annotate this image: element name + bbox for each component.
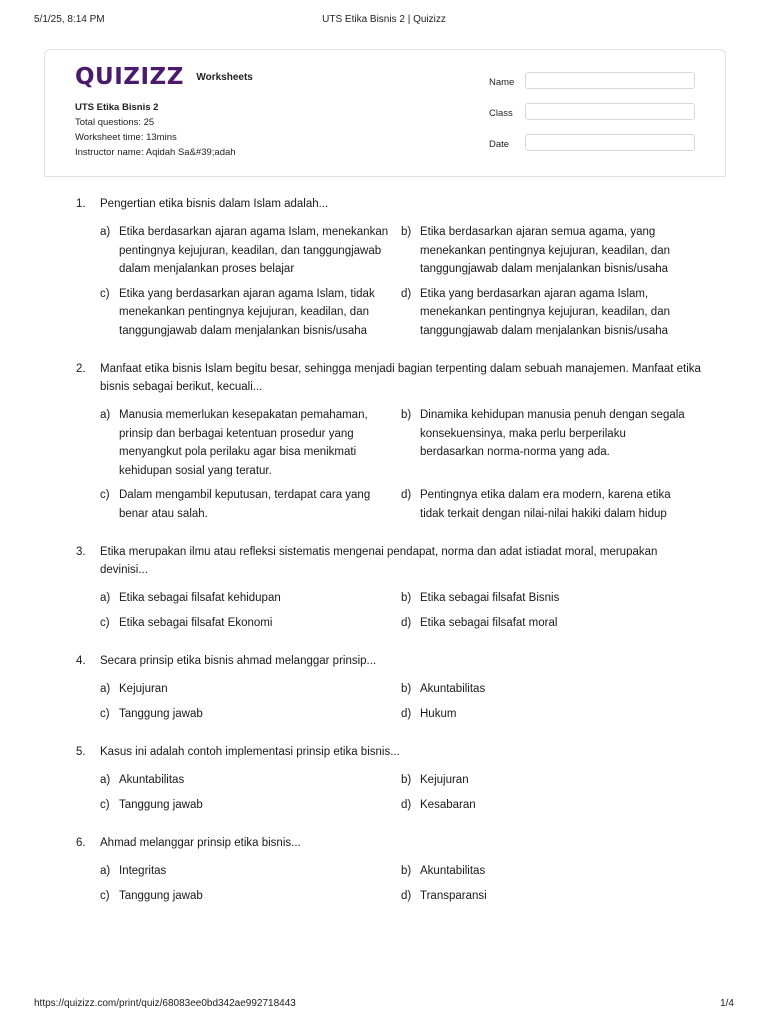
question-text: 2. Manfaat etika bisnis Islam begitu besar, sehingga menjadi bagian terpenting dalam sebuah manajemen. Manfaat etika bisnis sebagai berikut, kecuali... [76, 360, 706, 396]
option-d: d) Etika yang berdasarkan ajaran agama Islam, menekankan pentingnya kejujuran, keadilan, dan tanggungjawab dalam menjalankan bisnis/usaha [401, 287, 670, 337]
question-text: 4. Secara prinsip etika bisnis ahmad melanggar prinsip... [76, 652, 706, 670]
option-c: c) Tanggung jawab [100, 798, 203, 811]
question-text: 3. Etika merupakan ilmu atau refleksi sistematis mengenai pendapat, norma dan adat istiadat moral, merupakan devinisi... [76, 543, 706, 579]
worksheet-header [44, 49, 726, 177]
question-number: 5. [76, 746, 86, 758]
option-b: b) Dinamika kehidupan manusia penuh dengan segala konsekuensinya, maka perlu berperilaku berdasarkan norma-norma yang ada. [401, 409, 685, 458]
option-c: c) Etika yang berdasarkan ajaran agama Islam, tidak menekankan pentingnya kejujuran, keadilan, dan tanggungjawab dalam menjalankan bisnis/usaha [100, 287, 375, 337]
worksheet-time: Worksheet time: 13mins [75, 132, 177, 143]
option-d: d) Etika sebagai filsafat moral [401, 616, 558, 629]
question-text: 1. Pengertian etika bisnis dalam Islam adalah... [76, 195, 706, 213]
option-b: b) Kejujuran [401, 774, 469, 786]
student-fields [485, 70, 697, 163]
question-5 [76, 743, 706, 820]
question-list [76, 195, 706, 911]
name-row [485, 70, 697, 101]
options [100, 223, 706, 346]
question-1 [76, 195, 706, 346]
options [100, 589, 706, 638]
option-a: a) Akuntabilitas [100, 774, 185, 786]
page-number: 1/4 [720, 998, 734, 1009]
option-b: b) Etika berdasarkan ajaran semua agama, yang menekankan pentingnya kejujuran, keadilan, dan tanggungjawab dalam menjalankan bisnis/usaha [401, 226, 670, 275]
class-row [485, 101, 697, 132]
question-text: 5. Kasus ini adalah contoh implementasi prinsip etika bisnis... [76, 743, 706, 761]
question-2 [76, 360, 706, 529]
option-a: a) Integritas [100, 865, 167, 877]
option-a: a) Kejujuran [100, 683, 168, 695]
option-b: b) Akuntabilitas [401, 865, 486, 877]
option-d: d) Transparansi [401, 889, 487, 902]
class-field[interactable] [525, 103, 695, 120]
print-url: https://quizizz.com/print/quiz/68083ee0bd342ae992718443 [34, 998, 296, 1009]
total-questions: Total questions: 25 [75, 117, 155, 128]
question-number: 2. [76, 363, 86, 375]
print-footer [34, 998, 734, 1012]
option-c: c) Etika sebagai filsafat Ekonomi [100, 616, 273, 629]
print-title: UTS Etika Bisnis 2 | Quizizz [322, 14, 446, 25]
option-d: d) Kesabaran [401, 798, 476, 811]
option-a: a) Etika berdasarkan ajaran agama Islam, menekankan pentingnya kejujuran, keadilan, dan tanggungjawab dalam menjalankan proses belajar [100, 226, 389, 275]
options [100, 862, 706, 911]
question-4 [76, 652, 706, 729]
worksheet-title: UTS Etika Bisnis 2 [75, 102, 159, 113]
option-b: b) Akuntabilitas [401, 683, 486, 695]
option-d: d) Pentingnya etika dalam era modern, karena etika tidak terkait dengan nilai-nilai hakiki dalam hidup [401, 489, 671, 520]
question-number: 6. [76, 837, 86, 849]
worksheet-meta [75, 100, 236, 160]
date-row [485, 132, 697, 163]
class-label: Class [489, 108, 513, 119]
question-number: 4. [76, 655, 86, 667]
logo-subtitle: Worksheets [196, 71, 253, 83]
question-text: 6. Ahmad melanggar prinsip etika bisnis... [76, 834, 706, 852]
question-number: 1. [76, 198, 86, 210]
option-a: a) Manusia memerlukan kesepakatan pemahaman, prinsip dan berbagai ketentuan prosedur yang menyangkut pola perilaku agar bisa menikmati kehidupan sosial yang teratur. [100, 409, 368, 477]
logo-wordmark: QUIZIZZ [75, 64, 184, 90]
print-datetime: 5/1/25, 8:14 PM [34, 14, 105, 25]
print-header [34, 14, 734, 28]
quizizz-logo [75, 64, 253, 90]
options [100, 680, 706, 729]
option-c: c) Tanggung jawab [100, 707, 203, 720]
option-d: d) Hukum [401, 707, 457, 720]
name-label: Name [489, 77, 515, 88]
date-label: Date [489, 139, 510, 150]
question-3 [76, 543, 706, 638]
question-6 [76, 834, 706, 911]
options [100, 771, 706, 820]
name-field[interactable] [525, 72, 695, 89]
date-field[interactable] [525, 134, 695, 151]
option-a: a) Etika sebagai filsafat kehidupan [100, 592, 281, 604]
instructor-name: Instructor name: Aqidah Sa&#39;adah [75, 147, 236, 158]
option-b: b) Etika sebagai filsafat Bisnis [401, 592, 560, 604]
option-c: c) Tanggung jawab [100, 889, 203, 902]
option-c: c) Dalam mengambil keputusan, terdapat cara yang benar atau salah. [100, 489, 371, 520]
question-number: 3. [76, 546, 86, 558]
header-divider [44, 176, 726, 177]
options [100, 406, 706, 529]
